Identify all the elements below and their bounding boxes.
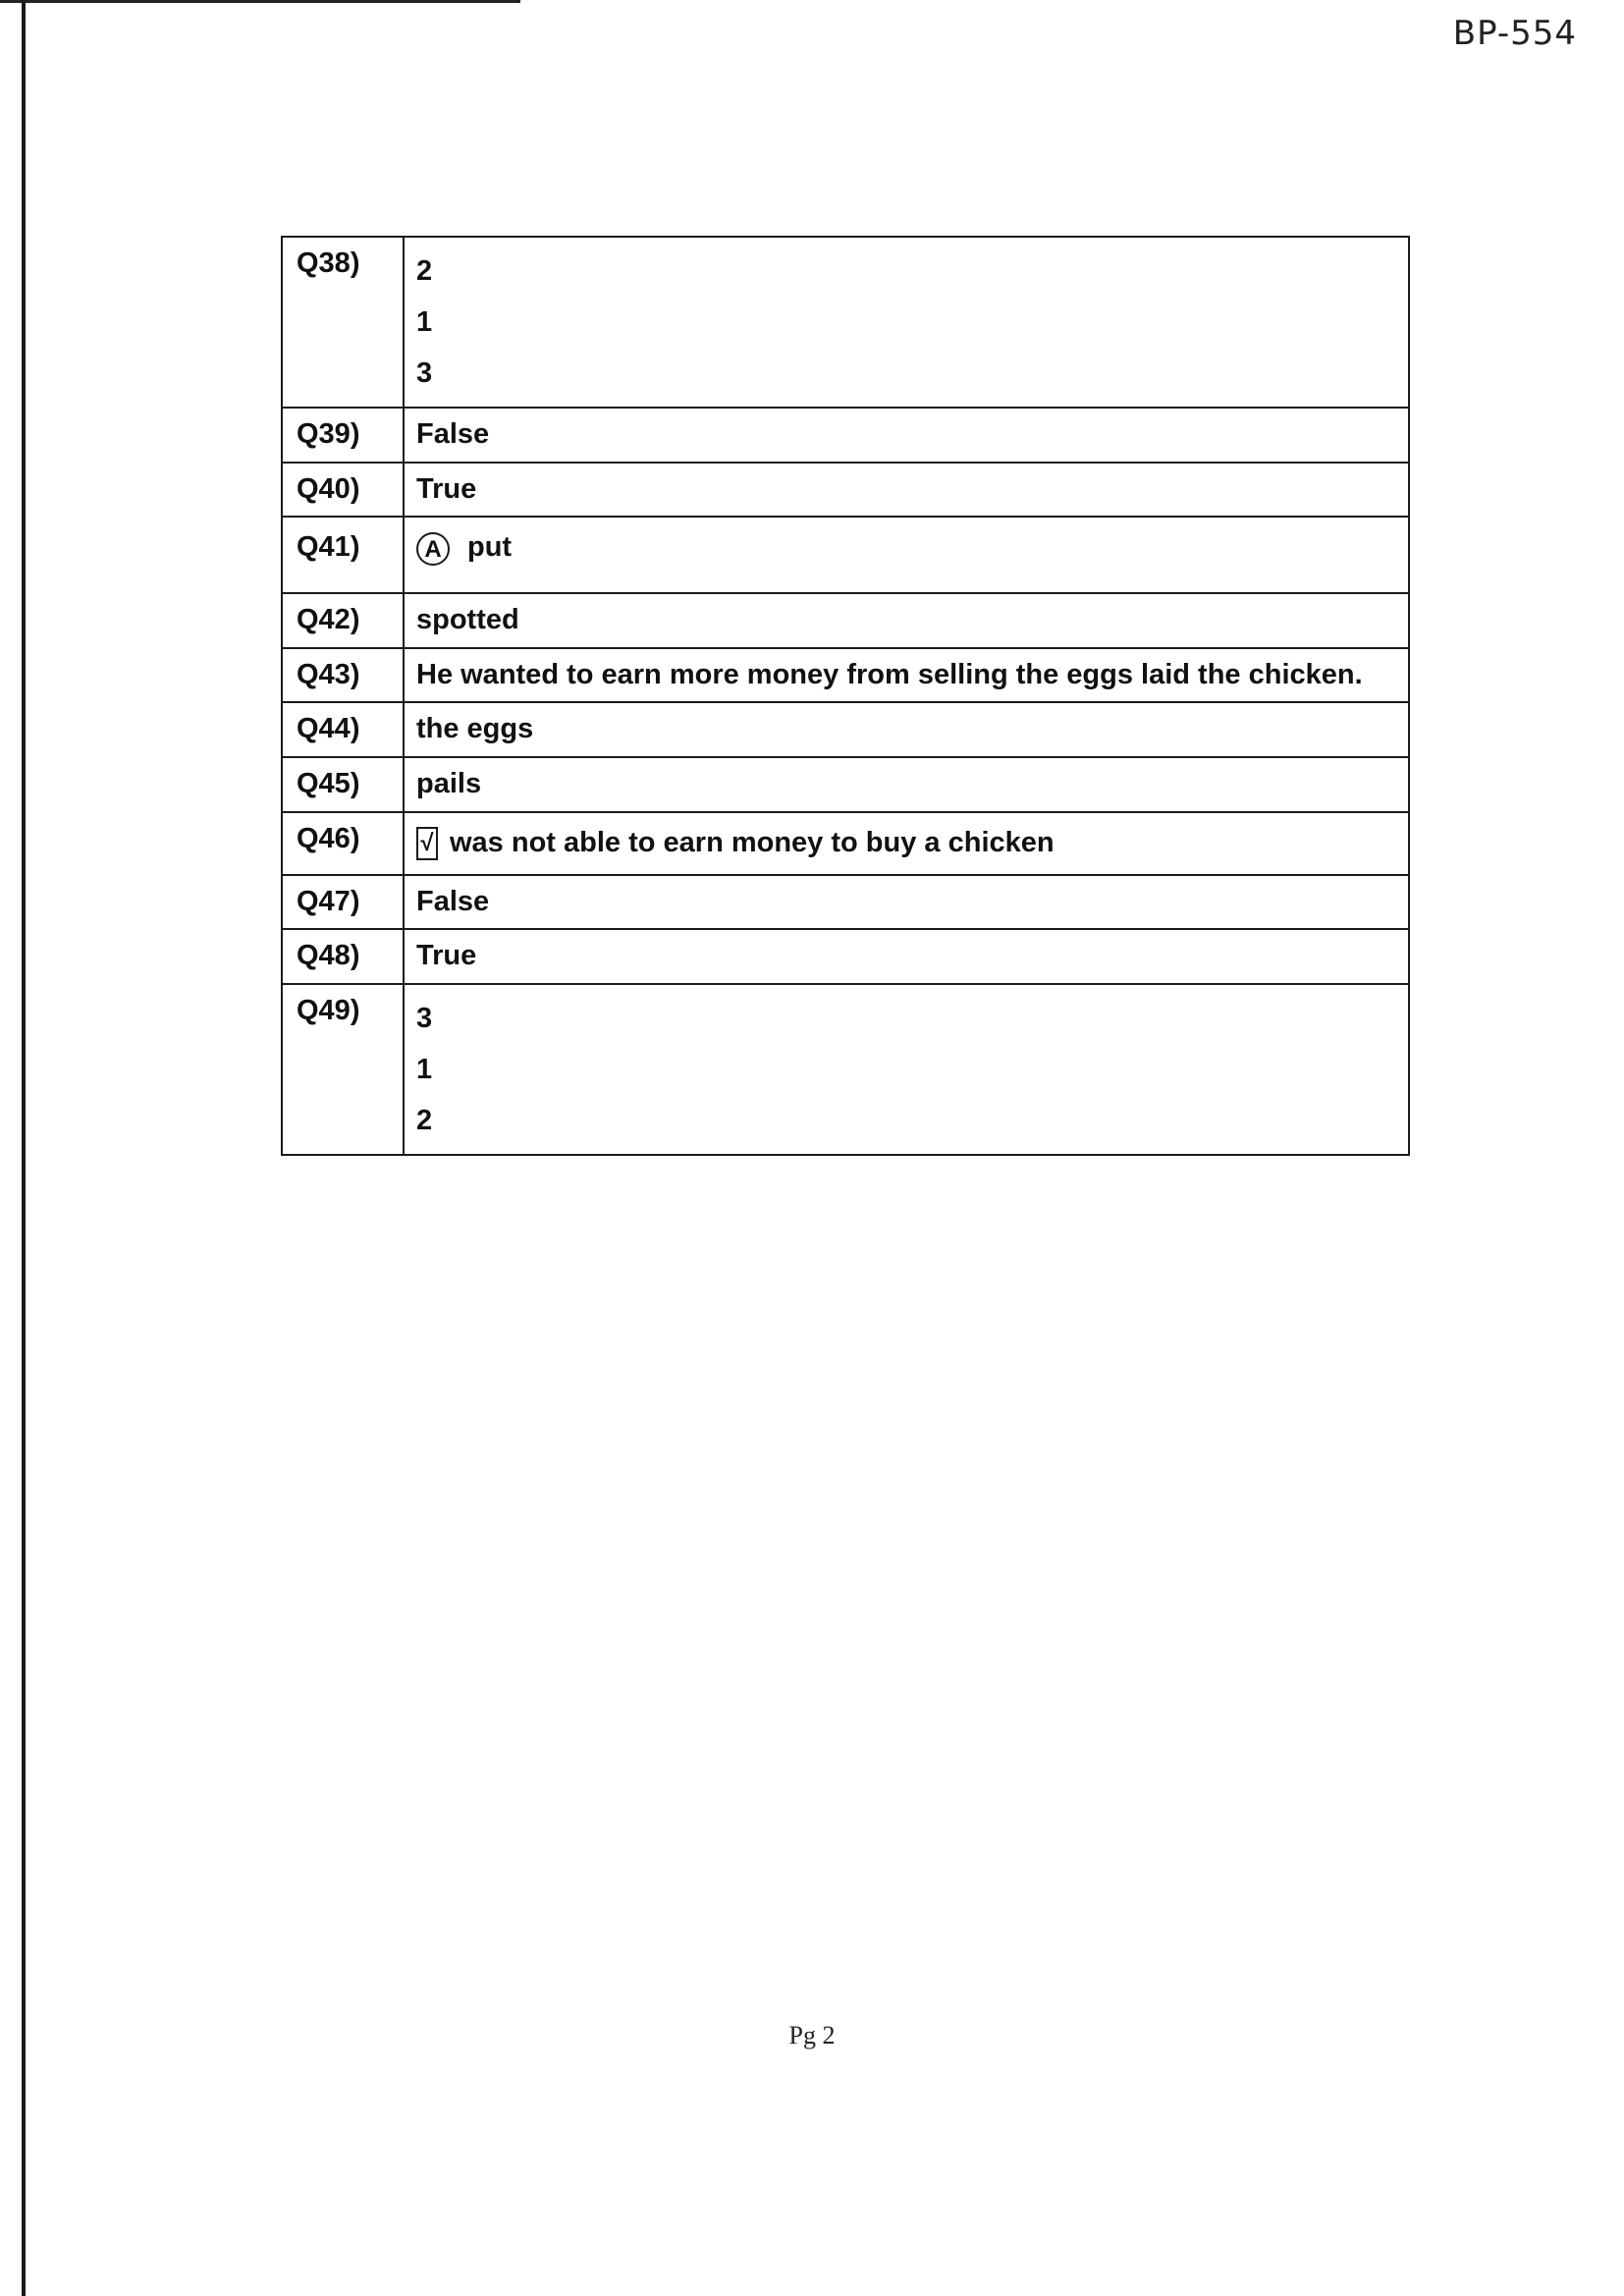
answer-text: put — [467, 531, 513, 564]
answer-cell: spotted — [404, 593, 1409, 648]
question-number: Q39) — [282, 408, 404, 463]
answer-line: 1 — [416, 306, 433, 338]
question-number: Q38) — [282, 237, 404, 408]
question-number: Q48) — [282, 929, 404, 984]
answer-cell: pails — [404, 757, 1409, 812]
table-row — [282, 875, 1409, 930]
answer-cell: He wanted to earn more money from selling the eggs laid the chicken. — [404, 648, 1409, 703]
table-row — [282, 517, 1409, 593]
table-row — [282, 648, 1409, 703]
document-code: BP-554 — [1452, 14, 1577, 53]
question-number: Q41) — [282, 517, 404, 593]
answer-cell: True — [404, 463, 1409, 518]
answer-cell: False — [404, 408, 1409, 463]
answer-cell — [404, 984, 1409, 1155]
answer-line: 2 — [416, 1104, 433, 1136]
question-number: Q43) — [282, 648, 404, 703]
question-number: Q46) — [282, 812, 404, 875]
table-row — [282, 463, 1409, 518]
table-row — [282, 929, 1409, 984]
scan-left-edge — [22, 0, 26, 2296]
answer-line: 1 — [416, 1053, 433, 1085]
question-number: Q49) — [282, 984, 404, 1155]
answer-cell — [404, 237, 1409, 408]
table-row — [282, 984, 1409, 1155]
answer-cell: the eggs — [404, 702, 1409, 757]
question-number: Q47) — [282, 875, 404, 930]
answer-line: 3 — [416, 357, 433, 389]
question-number: Q44) — [282, 702, 404, 757]
scan-top-edge — [0, 0, 520, 3]
question-number: Q45) — [282, 757, 404, 812]
question-number: Q42) — [282, 593, 404, 648]
answer-cell — [404, 517, 1409, 593]
table-row — [282, 408, 1409, 463]
table-row — [282, 702, 1409, 757]
circled-option-marker: A — [416, 532, 450, 566]
table-row — [282, 812, 1409, 875]
answer-line: 2 — [416, 255, 433, 287]
check-mark-icon: √ — [416, 827, 438, 860]
table-row — [282, 237, 1409, 408]
page-number: Pg 2 — [788, 2021, 836, 2050]
answer-text: was not able to earn money to buy a chicken — [450, 826, 1055, 858]
answer-cell: True — [404, 929, 1409, 984]
answer-table — [281, 236, 1410, 1156]
table-row — [282, 757, 1409, 812]
answer-cell — [404, 812, 1409, 875]
answer-line: 3 — [416, 1002, 433, 1034]
answer-cell: False — [404, 875, 1409, 930]
table-row — [282, 593, 1409, 648]
question-number: Q40) — [282, 463, 404, 518]
